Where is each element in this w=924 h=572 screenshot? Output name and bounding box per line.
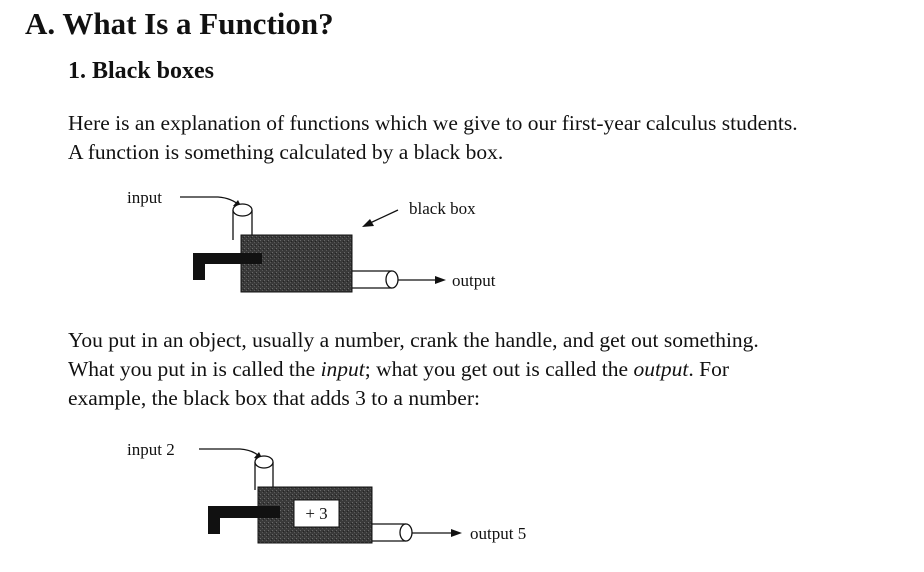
- subsection-heading: 1. Black boxes: [68, 58, 215, 84]
- add-three-label: + 3: [305, 504, 328, 523]
- paragraph-explanation-line-2: [68, 355, 759, 384]
- output-arrow-head: [435, 276, 446, 284]
- output-2-pipe-opening: [400, 524, 412, 541]
- black-box-diagram: [0, 180, 924, 300]
- input-2-label: input 2: [127, 440, 175, 459]
- output-pipe-opening: [386, 271, 398, 288]
- output-term: output: [633, 357, 689, 381]
- black-box-pointer-head: [362, 219, 374, 227]
- paragraph-intro-line-1: Here is an explanation of functions which we give to our first-year calculus students.: [68, 111, 798, 135]
- paragraph-intro: [68, 109, 798, 167]
- paragraph-explanation-line-1: You put in an object, usually a number, crank the handle, and get out something.: [68, 328, 759, 352]
- paragraph-explanation-line-3: example, the black box that adds 3 to a number:: [68, 386, 480, 410]
- output-5-label: output 5: [470, 524, 527, 543]
- paragraph-explanation: [68, 326, 759, 413]
- paragraph-intro-line-2: A function is something calculated by a black box.: [68, 140, 504, 164]
- black-box-pointer: [368, 210, 398, 224]
- add-three-diagram: [0, 430, 924, 570]
- input-pipe-opening: [233, 204, 252, 216]
- input-2-arrow: [199, 449, 261, 458]
- output-label: output: [452, 271, 496, 290]
- input-term: input: [320, 357, 365, 381]
- black-box-label: black box: [409, 199, 476, 218]
- line-2-part-c: . For: [688, 357, 730, 381]
- input-arrow: [180, 197, 240, 206]
- add-three-diagram-figure: [0, 430, 924, 570]
- input-2-pipe-opening: [255, 456, 273, 468]
- black-box-diagram-figure: [0, 180, 924, 300]
- output-2-arrow-head: [451, 529, 462, 537]
- section-heading: A. What Is a Function?: [25, 6, 334, 41]
- input-label: input: [127, 188, 162, 207]
- line-2-part-b: ; what you get out is called the: [364, 357, 634, 381]
- line-2-part-a: What you put in is called the: [68, 357, 321, 381]
